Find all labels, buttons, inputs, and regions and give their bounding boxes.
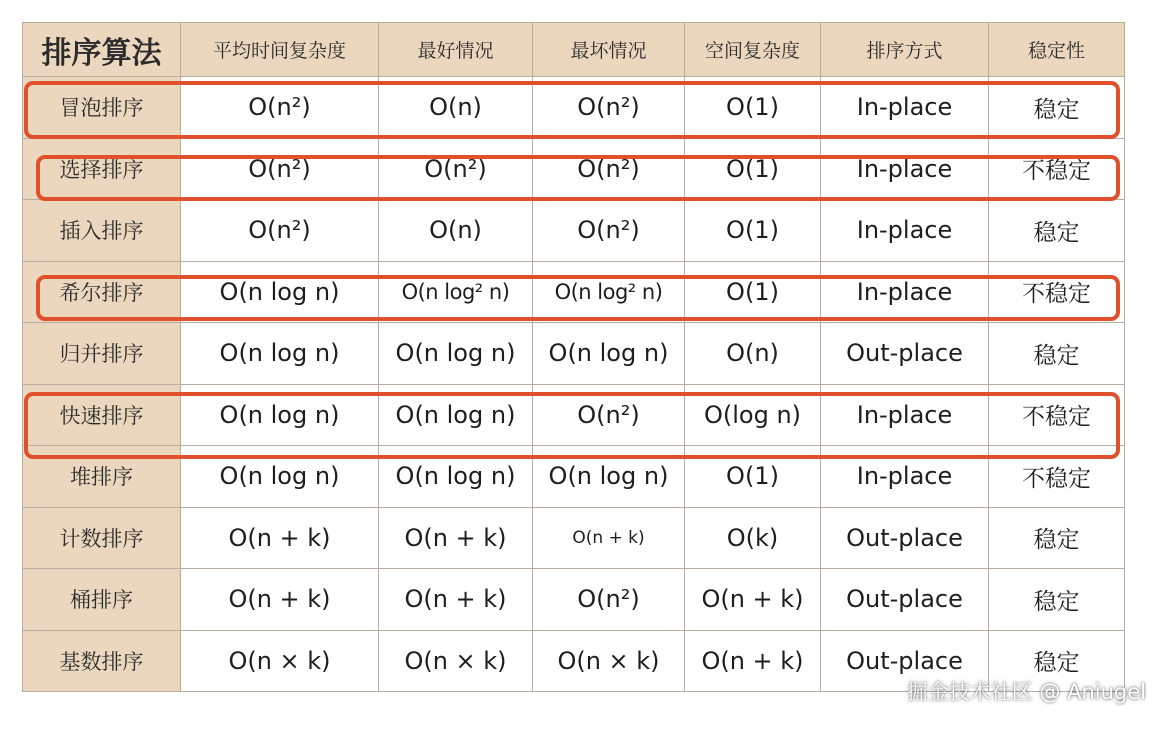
- method-cell: In-place: [821, 384, 989, 446]
- method-cell: Out-place: [821, 630, 989, 692]
- header-average-time: 平均时间复杂度: [181, 23, 379, 77]
- algorithm-name: 归并排序: [23, 323, 181, 385]
- worst-cell: O(n²): [533, 138, 685, 200]
- stability-cell: 不稳定: [989, 384, 1125, 446]
- stability-cell: 稳定: [989, 323, 1125, 385]
- header-stability: 稳定性: [989, 23, 1125, 77]
- worst-cell: O(n + k): [533, 507, 685, 569]
- stability-cell: 不稳定: [989, 261, 1125, 323]
- header-best-case: 最好情况: [379, 23, 533, 77]
- best-cell: O(n × k): [379, 630, 533, 692]
- table-row: [23, 200, 1125, 262]
- best-cell: O(n + k): [379, 507, 533, 569]
- table-row: [23, 261, 1125, 323]
- header-row: [23, 23, 1125, 77]
- stability-cell: 稳定: [989, 507, 1125, 569]
- header-algorithm: 排序算法: [23, 23, 181, 77]
- space-cell: O(1): [685, 200, 821, 262]
- worst-cell: O(n²): [533, 384, 685, 446]
- worst-cell: O(n × k): [533, 630, 685, 692]
- best-cell: O(n log n): [379, 323, 533, 385]
- average-cell: O(n + k): [181, 569, 379, 631]
- algorithm-name: 插入排序: [23, 200, 181, 262]
- best-cell: O(n): [379, 77, 533, 139]
- space-cell: O(log n): [685, 384, 821, 446]
- header-method: 排序方式: [821, 23, 989, 77]
- watermark: 掘金技术社区 @ Aniugel: [906, 680, 1146, 704]
- average-cell: O(n × k): [181, 630, 379, 692]
- table-row: [23, 384, 1125, 446]
- space-cell: O(n): [685, 323, 821, 385]
- space-cell: O(k): [685, 507, 821, 569]
- average-cell: O(n log n): [181, 261, 379, 323]
- method-cell: In-place: [821, 200, 989, 262]
- algorithm-name: 计数排序: [23, 507, 181, 569]
- table-row: [23, 138, 1125, 200]
- algorithm-name: 冒泡排序: [23, 77, 181, 139]
- best-cell: O(n log n): [379, 446, 533, 508]
- table-row: [23, 446, 1125, 508]
- method-cell: Out-place: [821, 507, 989, 569]
- average-cell: O(n²): [181, 138, 379, 200]
- worst-cell: O(n log n): [533, 323, 685, 385]
- worst-cell: O(n²): [533, 200, 685, 262]
- space-cell: O(n + k): [685, 569, 821, 631]
- stability-cell: 稳定: [989, 77, 1125, 139]
- table-row: [23, 77, 1125, 139]
- average-cell: O(n log n): [181, 323, 379, 385]
- algorithm-name: 堆排序: [23, 446, 181, 508]
- best-cell: O(n log² n): [379, 261, 533, 323]
- average-cell: O(n²): [181, 200, 379, 262]
- space-cell: O(n + k): [685, 630, 821, 692]
- algorithm-name: 桶排序: [23, 569, 181, 631]
- average-cell: O(n log n): [181, 446, 379, 508]
- worst-cell: O(n²): [533, 77, 685, 139]
- algorithm-name: 选择排序: [23, 138, 181, 200]
- worst-cell: O(n²): [533, 569, 685, 631]
- stability-cell: 稳定: [989, 569, 1125, 631]
- algorithm-name: 快速排序: [23, 384, 181, 446]
- stability-cell: 不稳定: [989, 138, 1125, 200]
- sorting-complexity-table: [22, 22, 1125, 692]
- header-space: 空间复杂度: [685, 23, 821, 77]
- method-cell: In-place: [821, 446, 989, 508]
- method-cell: Out-place: [821, 569, 989, 631]
- header-worst-case: 最坏情况: [533, 23, 685, 77]
- best-cell: O(n²): [379, 138, 533, 200]
- best-cell: O(n log n): [379, 384, 533, 446]
- best-cell: O(n): [379, 200, 533, 262]
- table-row: [23, 507, 1125, 569]
- space-cell: O(1): [685, 138, 821, 200]
- average-cell: O(n log n): [181, 384, 379, 446]
- stability-cell: 不稳定: [989, 446, 1125, 508]
- best-cell: O(n + k): [379, 569, 533, 631]
- space-cell: O(1): [685, 261, 821, 323]
- space-cell: O(1): [685, 446, 821, 508]
- average-cell: O(n + k): [181, 507, 379, 569]
- method-cell: Out-place: [821, 323, 989, 385]
- algorithm-name: 希尔排序: [23, 261, 181, 323]
- stability-cell: 稳定: [989, 200, 1125, 262]
- worst-cell: O(n log n): [533, 446, 685, 508]
- space-cell: O(1): [685, 77, 821, 139]
- method-cell: In-place: [821, 138, 989, 200]
- stability-cell: 稳定: [989, 630, 1125, 692]
- average-cell: O(n²): [181, 77, 379, 139]
- method-cell: In-place: [821, 77, 989, 139]
- method-cell: In-place: [821, 261, 989, 323]
- algorithm-name: 基数排序: [23, 630, 181, 692]
- table-row: [23, 569, 1125, 631]
- table-row: [23, 323, 1125, 385]
- worst-cell: O(n log² n): [533, 261, 685, 323]
